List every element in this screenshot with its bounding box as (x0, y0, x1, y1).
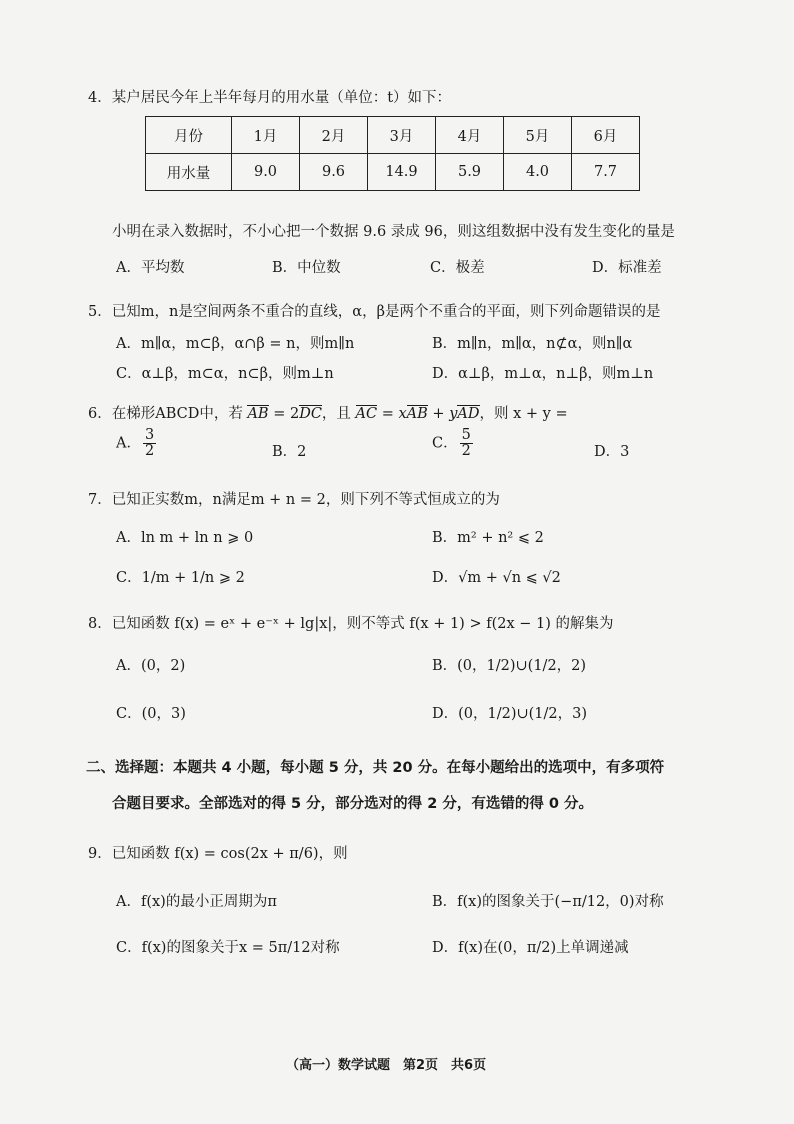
q9-option-d: D．f(x)在(0，π/2)上单调递减 (432, 940, 629, 956)
q9-stem: 9．已知函数 f(x) = cos(2x + π/6)，则 (88, 846, 348, 862)
q7-option-b: B．m² + n² ⩽ 2 (432, 530, 544, 546)
q5-option-c: C．α⊥β，m⊂α，n⊂β，则m⊥n (116, 366, 334, 382)
water-usage-table (145, 116, 640, 191)
q9-option-a: A．f(x)的最小正周期为π (116, 894, 277, 910)
table-header-cell: 月份 (146, 117, 232, 154)
table-cell: 4月 (436, 117, 504, 154)
table-cell: 1月 (232, 117, 300, 154)
table-cell: 3月 (368, 117, 436, 154)
q9-option-c: C．f(x)的图象关于x = 5π/12对称 (116, 940, 340, 956)
q5-option-d: D．α⊥β，m⊥α，n⊥β，则m⊥n (432, 366, 654, 382)
q9-option-b: B．f(x)的图象关于(−π/12，0)对称 (432, 894, 664, 910)
q6-option-a: A． $\frac{3}{2}$ (116, 427, 155, 460)
q4-option-b: B．中位数 (272, 260, 341, 276)
section2-heading-line1: 二、选择题：本题共 4 小题，每小题 5 分，共 20 分。在每小题给出的选项中，有多项符 (86, 760, 665, 776)
table-cell: 9.0 (232, 154, 300, 191)
q8-stem: 8．已知函数 f(x) = eˣ + e⁻ˣ + lg|x|，则不等式 f(x + 1) > f(2x − 1) 的解集为 (88, 616, 614, 632)
q4-followup: 小明在录入数据时，不小心把一个数据 9.6 录成 96，则这组数据中没有发生变化的量是 (112, 224, 675, 240)
q5-option-b: B．m∥n，m∥α，n⊄α，则n∥α (432, 336, 633, 352)
q5-option-a: A．m∥α，m⊂β，α∩β = n，则m∥n (116, 336, 355, 352)
table-row (146, 154, 640, 191)
q6-option-b: B．2 (272, 444, 307, 460)
q5-stem: 5．已知m，n是空间两条不重合的直线，α，β是两个不重合的平面，则下列命题错误的是 (88, 304, 661, 320)
q7-option-d: D．√m + √n ⩽ √2 (432, 570, 561, 586)
q7-stem: 7．已知正实数m，n满足m + n = 2，则下列不等式恒成立的为 (88, 492, 500, 508)
q4-option-d: D．标准差 (592, 260, 662, 276)
table-cell: 6月 (572, 117, 640, 154)
table-cell: 9.6 (300, 154, 368, 191)
table-row (146, 117, 640, 154)
q8-option-b: B．(0，1/2)∪(1/2，2) (432, 658, 587, 674)
q4-option-c: C．极差 (430, 260, 485, 276)
page-footer: （高一）数学试题 第2页 共6页 (286, 1058, 487, 1073)
table-cell: 2月 (300, 117, 368, 154)
q6-stem-part-b: ，且 (321, 406, 351, 422)
q8-option-c: C．(0，3) (116, 706, 186, 722)
table-cell: 14.9 (368, 154, 436, 191)
q6-stem-part-c: ，则 x + y = (479, 406, 568, 422)
table-cell: 4.0 (504, 154, 572, 191)
table-cell: 5月 (504, 117, 572, 154)
q7-option-a: A．ln m + ln n ⩾ 0 (116, 530, 254, 546)
table-cell: 7.7 (572, 154, 640, 191)
table-cell: 5.9 (436, 154, 504, 191)
q8-option-a: A．(0，2) (116, 658, 186, 674)
section2-heading-line2: 合题目要求。全部选对的得 5 分，部分选对的得 2 分，有选错的得 0 分。 (112, 796, 594, 812)
q6-stem-part-a: 6．在梯形ABCD中，若 (88, 406, 243, 422)
q6-option-d: D．3 (594, 444, 630, 460)
q7-option-c: C．1/m + 1/n ⩾ 2 (116, 570, 245, 586)
q4-stem: 4．某户居民今年上半年每月的用水量（单位：t）如下： (88, 90, 452, 106)
table-header-cell: 用水量 (146, 154, 232, 191)
q6-option-c: C． $\frac{5}{2}$ (432, 427, 471, 460)
q6-stem: 6．在梯形ABCD中，若 AB = 2DC，且 AC = xAB + yAD，则 x + y = (88, 406, 568, 422)
q4-option-a: A．平均数 (116, 260, 185, 276)
q8-option-d: D．(0，1/2)∪(1/2，3) (432, 706, 588, 722)
